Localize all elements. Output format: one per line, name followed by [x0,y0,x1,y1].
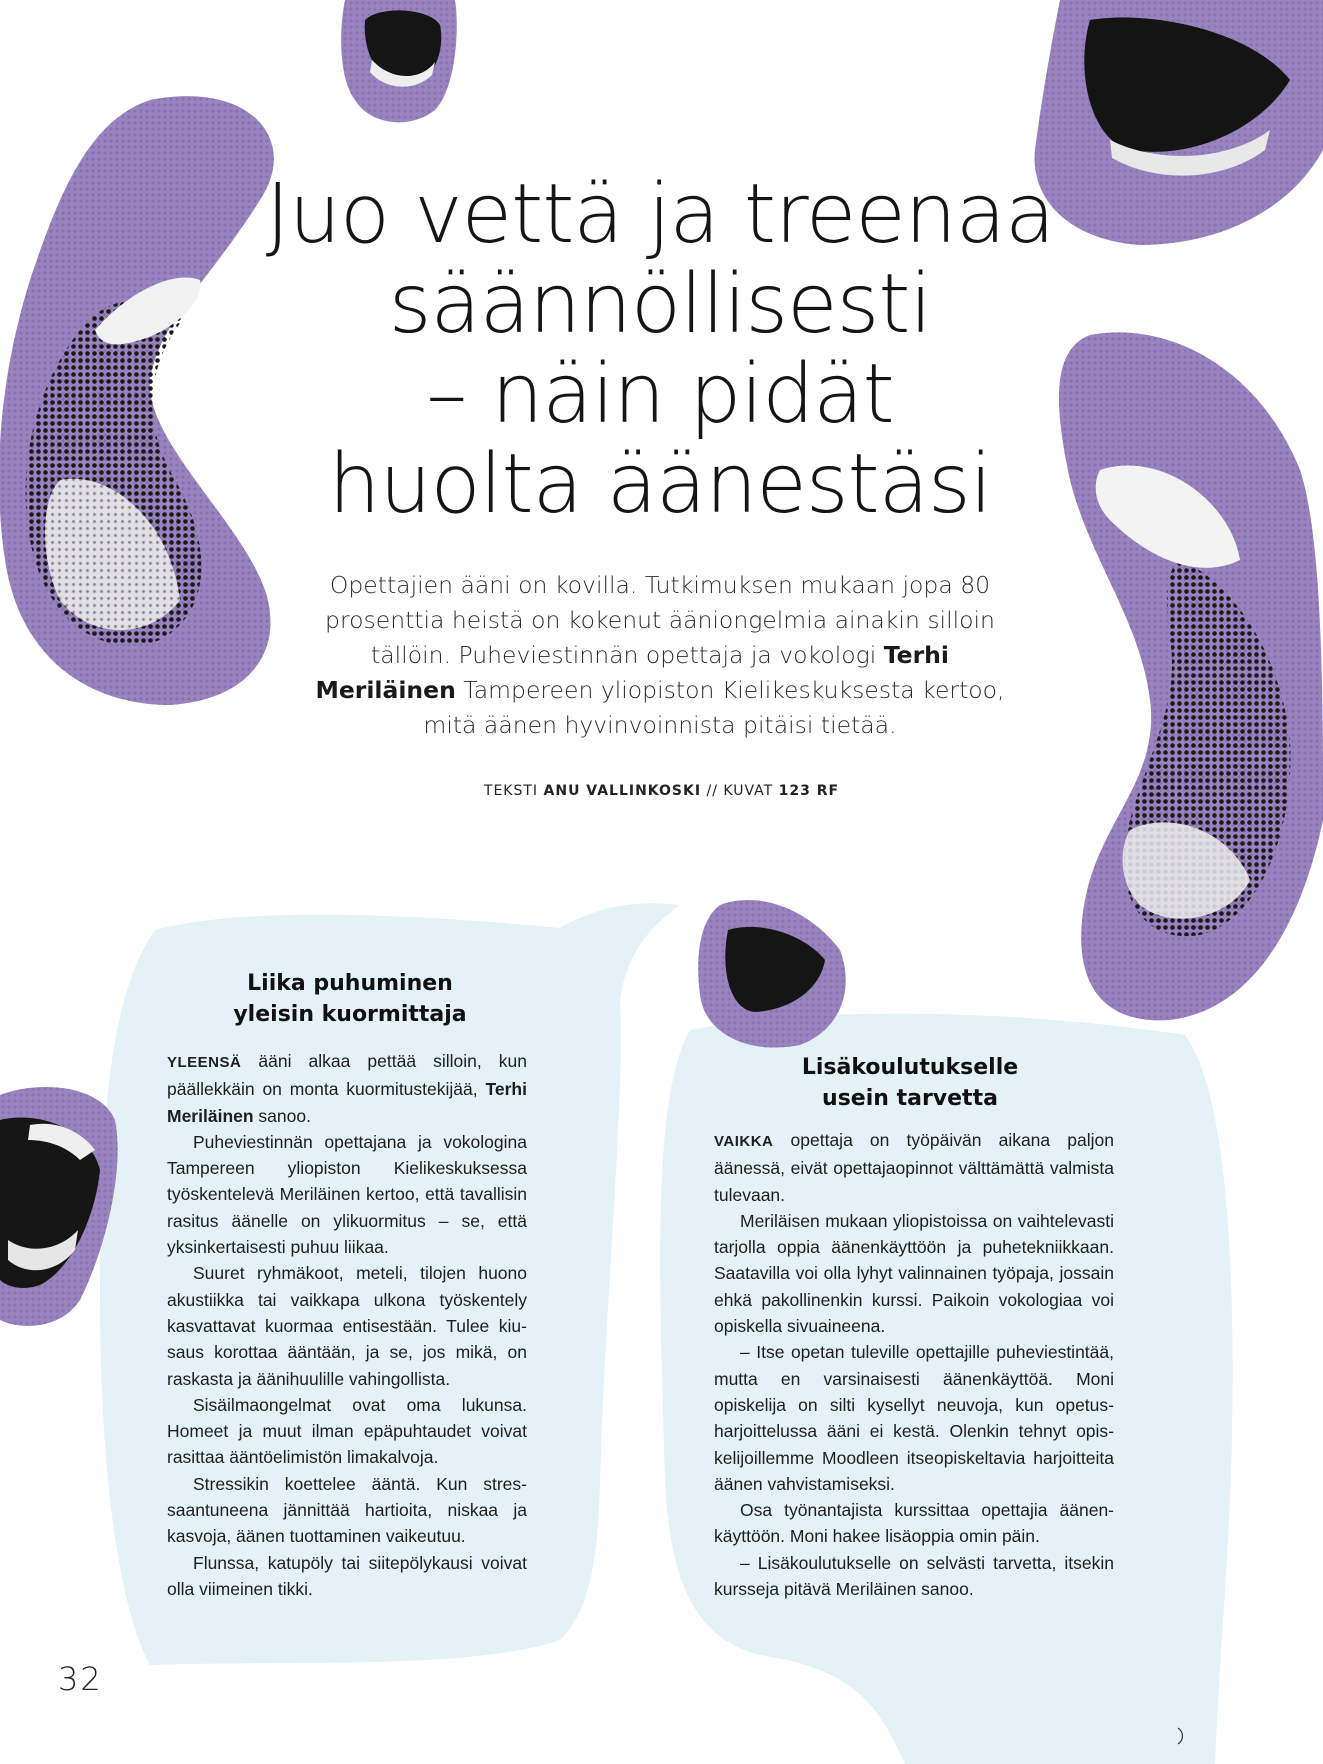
credit-separator: // [706,783,718,799]
title-line: säännöllisesti [388,257,932,352]
box-right-body [714,1127,1114,1602]
paragraph: Flunssa, katupöly tai siitepölykausi voivat olla viimeinen tikki. [167,1552,527,1599]
person-name: Terhi Meriläinen [167,1079,527,1126]
credit-text-label: TEKSTI [483,783,539,799]
box-left-body [167,1048,527,1602]
paragraph: – Lisäkoulutukselle on selvästi tarvetta, itsekin kursseja pitävä Meriläinen sanoo. [714,1552,1114,1600]
paragraph [714,1127,1114,1208]
paragraph: Puheviestinnän opettajana ja vokologina Tampereen yliopiston Kielikeskuksessa työskentelevä Meriläinen kertoo, että tavallisin rasitus äänelle on ylikuormitus – se, että yksinkertaisesti puhuu liikaa. [167,1131,527,1258]
box-right-heading [750,1052,1070,1114]
paragraph: Suuret ryhmäkoot, meteli, tilojen huono akustiikka tai vaikkapa ulkona työskentely kasvattavat kuormaa entisestään. Tulee kiusaus korottaa ääntään, ja se, jos mikä, on raskasta ja äänihuulille vahingollista. [167,1263,527,1389]
lead-text: Opettajien ääni on kovilla. Tutkimuksen mukaan jopa 80 prosenttia heistä on kokenut ääniongelmia ainakin silloin tällöin. Puheviestinnän opettaja ja vokologi [325,571,995,669]
mouth-illustration-middle [698,900,846,1048]
lead-name: Terhi Meriläinen [315,641,949,704]
paragraph-text: sanoo. [253,1105,311,1126]
heading-line: usein tarvetta [822,1086,998,1111]
mouth-illustration-right [1059,332,1323,1020]
paragraph-text: ääni alkaa pettää silloin, kun päällekkäin on monta kuormitustekijää, [167,1051,527,1100]
credit-photographer: 123 RF [778,783,840,799]
mouth-illustration-left [0,96,274,705]
lead-word: YLEENSÄ [167,1054,242,1071]
mouth-illustration-left-small [0,1087,118,1326]
article-credits [0,783,1323,799]
title-line: Juo vettä ja treenaa [265,167,1055,262]
paragraph: Meriläisen mukaan yliopistoissa on vaihtelevasti tarjolla oppia äänenkäyttöön ja puhetekniikkaan. Saatavilla voi olla lyhyt valinnainen työpaja, jossain ehkä pakollinenkin kurssi. Paikoin vokologiaa voi opiskella sivuaineena. [714,1210,1114,1337]
title-line: – näin pidät [426,347,894,442]
box-left-heading [190,968,510,1030]
heading-line: yleisin kuormittaja [233,1002,467,1027]
paragraph [167,1048,527,1129]
page-number: 32 [58,1660,103,1698]
article-title [250,167,1070,532]
credit-author: ANU VALLINKOSKI [543,783,702,799]
paragraph: – Itse opetan tuleville opettajille puheviestintää, mutta en varsinaisesti äänenkäyttöä. Moni opiskelija on silti kysellyt neuvoja, kun opetusharjoittelussa ääni ei kestä. Olenkin tehnyt opiskelijoillemme Moodleen itseopiskeltavia harjoitteita äänen vahvistamiseksi. [714,1342,1114,1494]
title-line: huolta äänestäsi [328,437,992,532]
paragraph: Osa työnantajista kurssittaa opettajia äänenkäyttöön. Moni hakee lisäoppia omin päin. [714,1500,1114,1547]
lead-text-end: Tampereen yliopiston Kielikeskuksesta kertoo, mitä äänen hyvinvoinnista pitäisi tietää. [423,676,1005,739]
mouth-illustration-top [341,0,457,122]
credit-photo-label: KUVAT [723,783,774,799]
paragraph: Stressikin koettelee ääntä. Kun stressaantuneena jännittää hartioita, niskaa ja kasvoja, äänen tuottaminen vaikeutuu. [167,1473,527,1547]
paragraph: Sisäilmaongelmat ovat oma lukunsa. Homeet ja muut ilman epäpuhtaudet voivat rasittaa ääntöelimistön limakalvoja. [167,1394,527,1468]
heading-line: Lisäkoulutukselle [801,1055,1019,1080]
lead-word: VAIKKA [714,1133,774,1150]
paragraph-text: opettaja on työpäivän aikana paljon äänessä, eivät opettajaopinnot välttämättä valmista tulevaan. [714,1130,1114,1205]
mouth-illustration-top-right [1035,0,1323,245]
article-lead [300,568,1020,743]
heading-line: Liika puhuminen [247,971,453,996]
